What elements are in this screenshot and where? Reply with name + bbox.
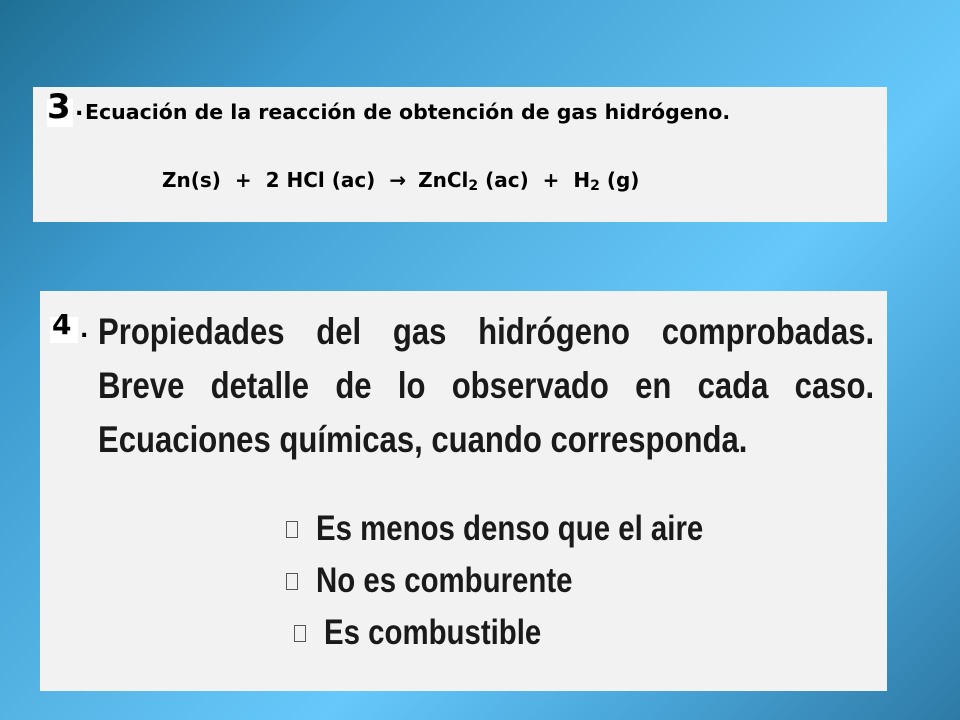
section-title: Ecuación de la reacción de obtención de gas hidrógeno.	[85, 100, 731, 124]
list-item	[286, 559, 621, 603]
plus-sign: +	[234, 168, 252, 192]
chemical-equation	[162, 167, 639, 199]
product-zncl2	[418, 168, 529, 192]
bullet-box-icon	[286, 573, 298, 590]
reaction-equation-card	[33, 87, 887, 222]
list-item	[294, 611, 583, 655]
section-number: 3	[47, 87, 71, 127]
product-h2-base: H	[573, 168, 591, 192]
product-h2-subscript: 2	[590, 178, 600, 194]
product-zncl2-subscript: 2	[468, 178, 479, 194]
product-zncl2-state: (ac)	[485, 168, 529, 192]
reactant-hcl: 2 HCl (ac)	[265, 168, 376, 192]
reaction-arrow-icon: →	[389, 168, 407, 192]
list-item-text: Es combustible	[324, 613, 542, 652]
section-title: Propiedades del gas hidrógeno comprobadas. Breve detalle de lo observado en cada caso. Ecuaciones químicas, cuando corresponda.	[98, 311, 875, 460]
bullet-box-icon	[294, 625, 306, 642]
bullet-box-icon	[286, 521, 298, 538]
product-zncl2-base: ZnCl	[418, 168, 469, 192]
reactant-zinc: Zn(s)	[162, 168, 221, 192]
list-item-text: Es menos denso que el aire	[316, 509, 704, 548]
plus-sign: +	[542, 168, 560, 192]
list-item	[286, 507, 777, 551]
hydrogen-properties-card	[40, 291, 887, 691]
section-number-dot: .	[80, 318, 89, 343]
product-h2	[573, 168, 639, 192]
product-h2-state: (g)	[606, 168, 640, 192]
section-number: 4	[52, 308, 72, 341]
section-number-dot: .	[75, 96, 84, 121]
list-item-text: No es comburente	[316, 561, 573, 600]
